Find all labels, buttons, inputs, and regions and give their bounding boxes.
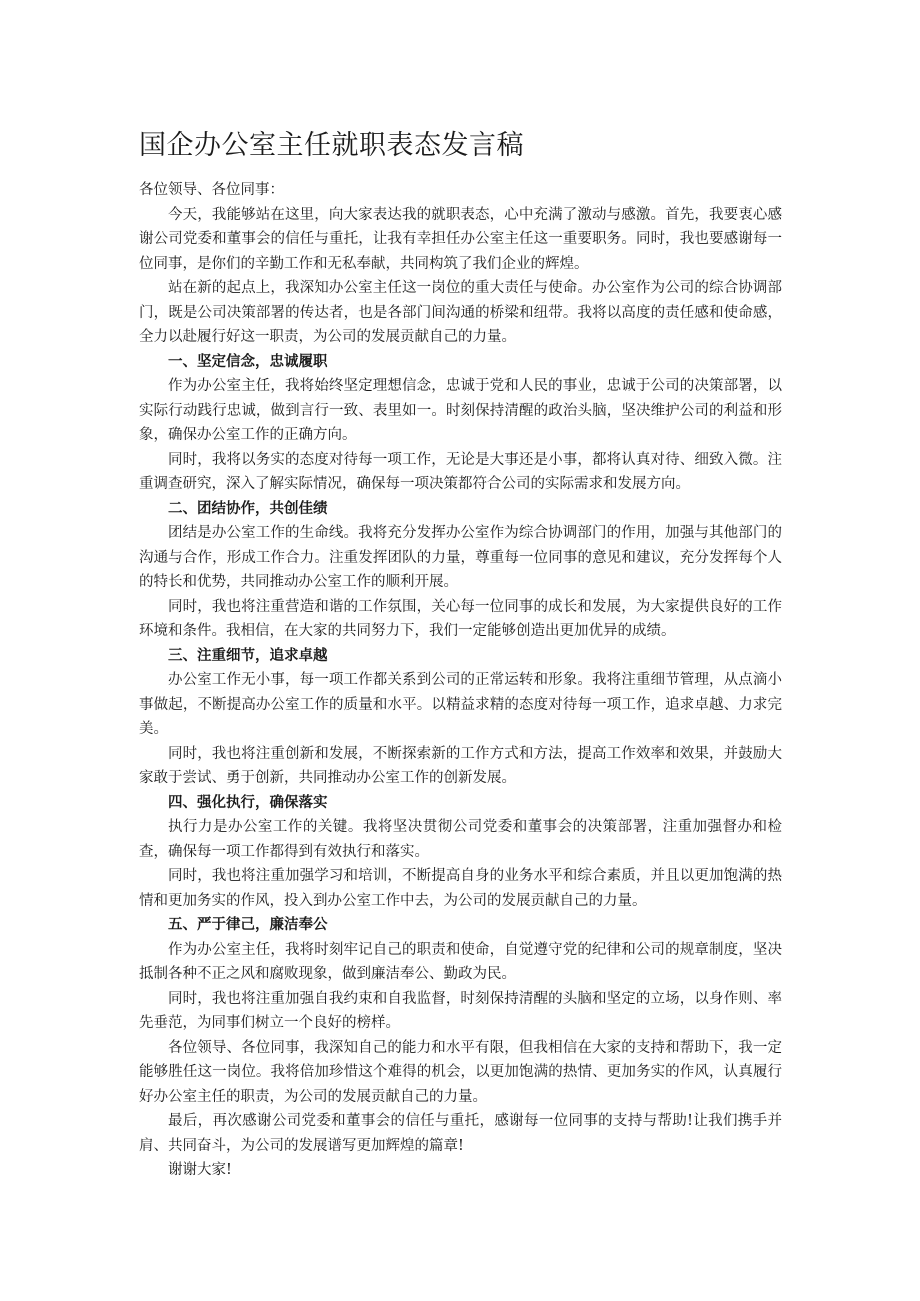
section-2-paragraph-2: 同时，我也将注重营造和谐的工作氛围，关心每一位同事的成长和发展，为大家提供良好的工作环境和条件。我相信，在大家的共同努力下，我们一定能够创造出更加优异的成绩。 [139,598,782,639]
section-5-paragraph-2: 同时，我也将注重加强自我约束和自我监督，时刻保持清醒的头脑和坚定的立场，以身作则、率先垂范，为同事们树立一个良好的榜样。 [139,990,782,1031]
section-1-paragraph-2: 同时，我将以务实的态度对待每一项工作，无论是大事还是小事，都将认真对待、细致入微。注重调查研究，深入了解实际情况，确保每一项决策都符合公司的实际需求和发展方向。 [139,451,782,492]
conclusion-paragraph-2: 最后，再次感谢公司党委和董事会的信任与重托，感谢每一位同事的支持与帮助!让我们携手并肩、共同奋斗，为公司的发展谱写更加辉煌的篇章! [139,1113,782,1154]
section-3-paragraph-2: 同时，我也将注重创新和发展，不断探索新的工作方式和方法，提高工作效率和效果，并鼓励大家敢于尝试、勇于创新，共同推动办公室工作的创新发展。 [139,745,782,786]
closing-line: 谢谢大家! [168,1162,232,1178]
document-title: 国企办公室主任就职表态发言稿 [139,130,524,161]
section-heading-1: 一、坚定信念，忠诚履职 [168,353,328,370]
document-page [139,128,782,1183]
intro-paragraph-1: 今天，我能够站在这里，向大家表达我的就职表态，心中充满了激动与感激。首先，我要衷心感谢公司党委和董事会的信任与重托，让我有幸担任办公室主任这一重要职务。同时，我也要感谢每一位同事，是你们的辛勤工作和无私奉献，共同构筑了我们企业的辉煌。 [139,206,782,272]
section-heading-2: 二、团结协作，共创佳绩 [168,500,328,517]
section-5-paragraph-1: 作为办公室主任，我将时刻牢记自己的职责和使命，自觉遵守党的纪律和公司的规章制度，坚决抵制各种不正之风和腐败现象，做到廉洁奉公、勤政为民。 [139,941,782,982]
section-1-paragraph-1: 作为办公室主任，我将始终坚定理想信念，忠诚于党和人民的事业，忠诚于公司的决策部署，以实际行动践行忠诚，做到言行一致、表里如一。时刻保持清醒的政治头脑，坚决维护公司的利益和形象，确保办公室工作的正确方向。 [139,378,782,443]
section-heading-4: 四、强化执行，确保落实 [168,794,328,811]
conclusion-paragraph-1: 各位领导、各位同事，我深知自己的能力和水平有限，但我相信在大家的支持和帮助下，我一定能够胜任这一岗位。我将倍加珍惜这个难得的机会，以更加饱满的热情、更加务实的作风，认真履行好办公室主任的职责，为公司的发展贡献自己的力量。 [139,1039,782,1105]
section-heading-3: 三、注重细节，追求卓越 [168,647,328,664]
salutation: 各位领导、各位同事： [139,182,284,198]
intro-paragraph-2: 站在新的起点上，我深知办公室主任这一岗位的重大责任与使命。办公室作为公司的综合协调部门，既是公司决策部署的传达者，也是各部门间沟通的桥梁和纽带。我将以高度的责任感和使命感，全力以赴履行好这一职责，为公司的发展贡献自己的力量。 [139,280,782,345]
section-heading-5: 五、严于律己，廉洁奉公 [168,917,328,933]
section-2-paragraph-1: 团结是办公室工作的生命线。我将充分发挥办公室作为综合协调部门的作用，加强与其他部门的沟通与合作，形成工作合力。注重发挥团队的力量，尊重每一位同事的意见和建议，充分发挥每个人的特长和优势，共同推动办公室工作的顺利开展。 [139,525,782,590]
section-4-paragraph-2: 同时，我也将注重加强学习和培训，不断提高自身的业务水平和综合素质，并且以更加饱满的热情和更加务实的作风，投入到办公室工作中去，为公司的发展贡献自己的力量。 [139,868,782,909]
section-4-paragraph-1: 执行力是办公室工作的关键。我将坚决贯彻公司党委和董事会的决策部署，注重加强督办和检查，确保每一项工作都得到有效执行和落实。 [139,819,782,860]
section-3-paragraph-1: 办公室工作无小事，每一项工作都关系到公司的正常运转和形象。我将注重细节管理，从点滴小事做起，不断提高办公室工作的质量和水平。以精益求精的态度对待每一项工作，追求卓越、力求完美。 [139,672,782,737]
